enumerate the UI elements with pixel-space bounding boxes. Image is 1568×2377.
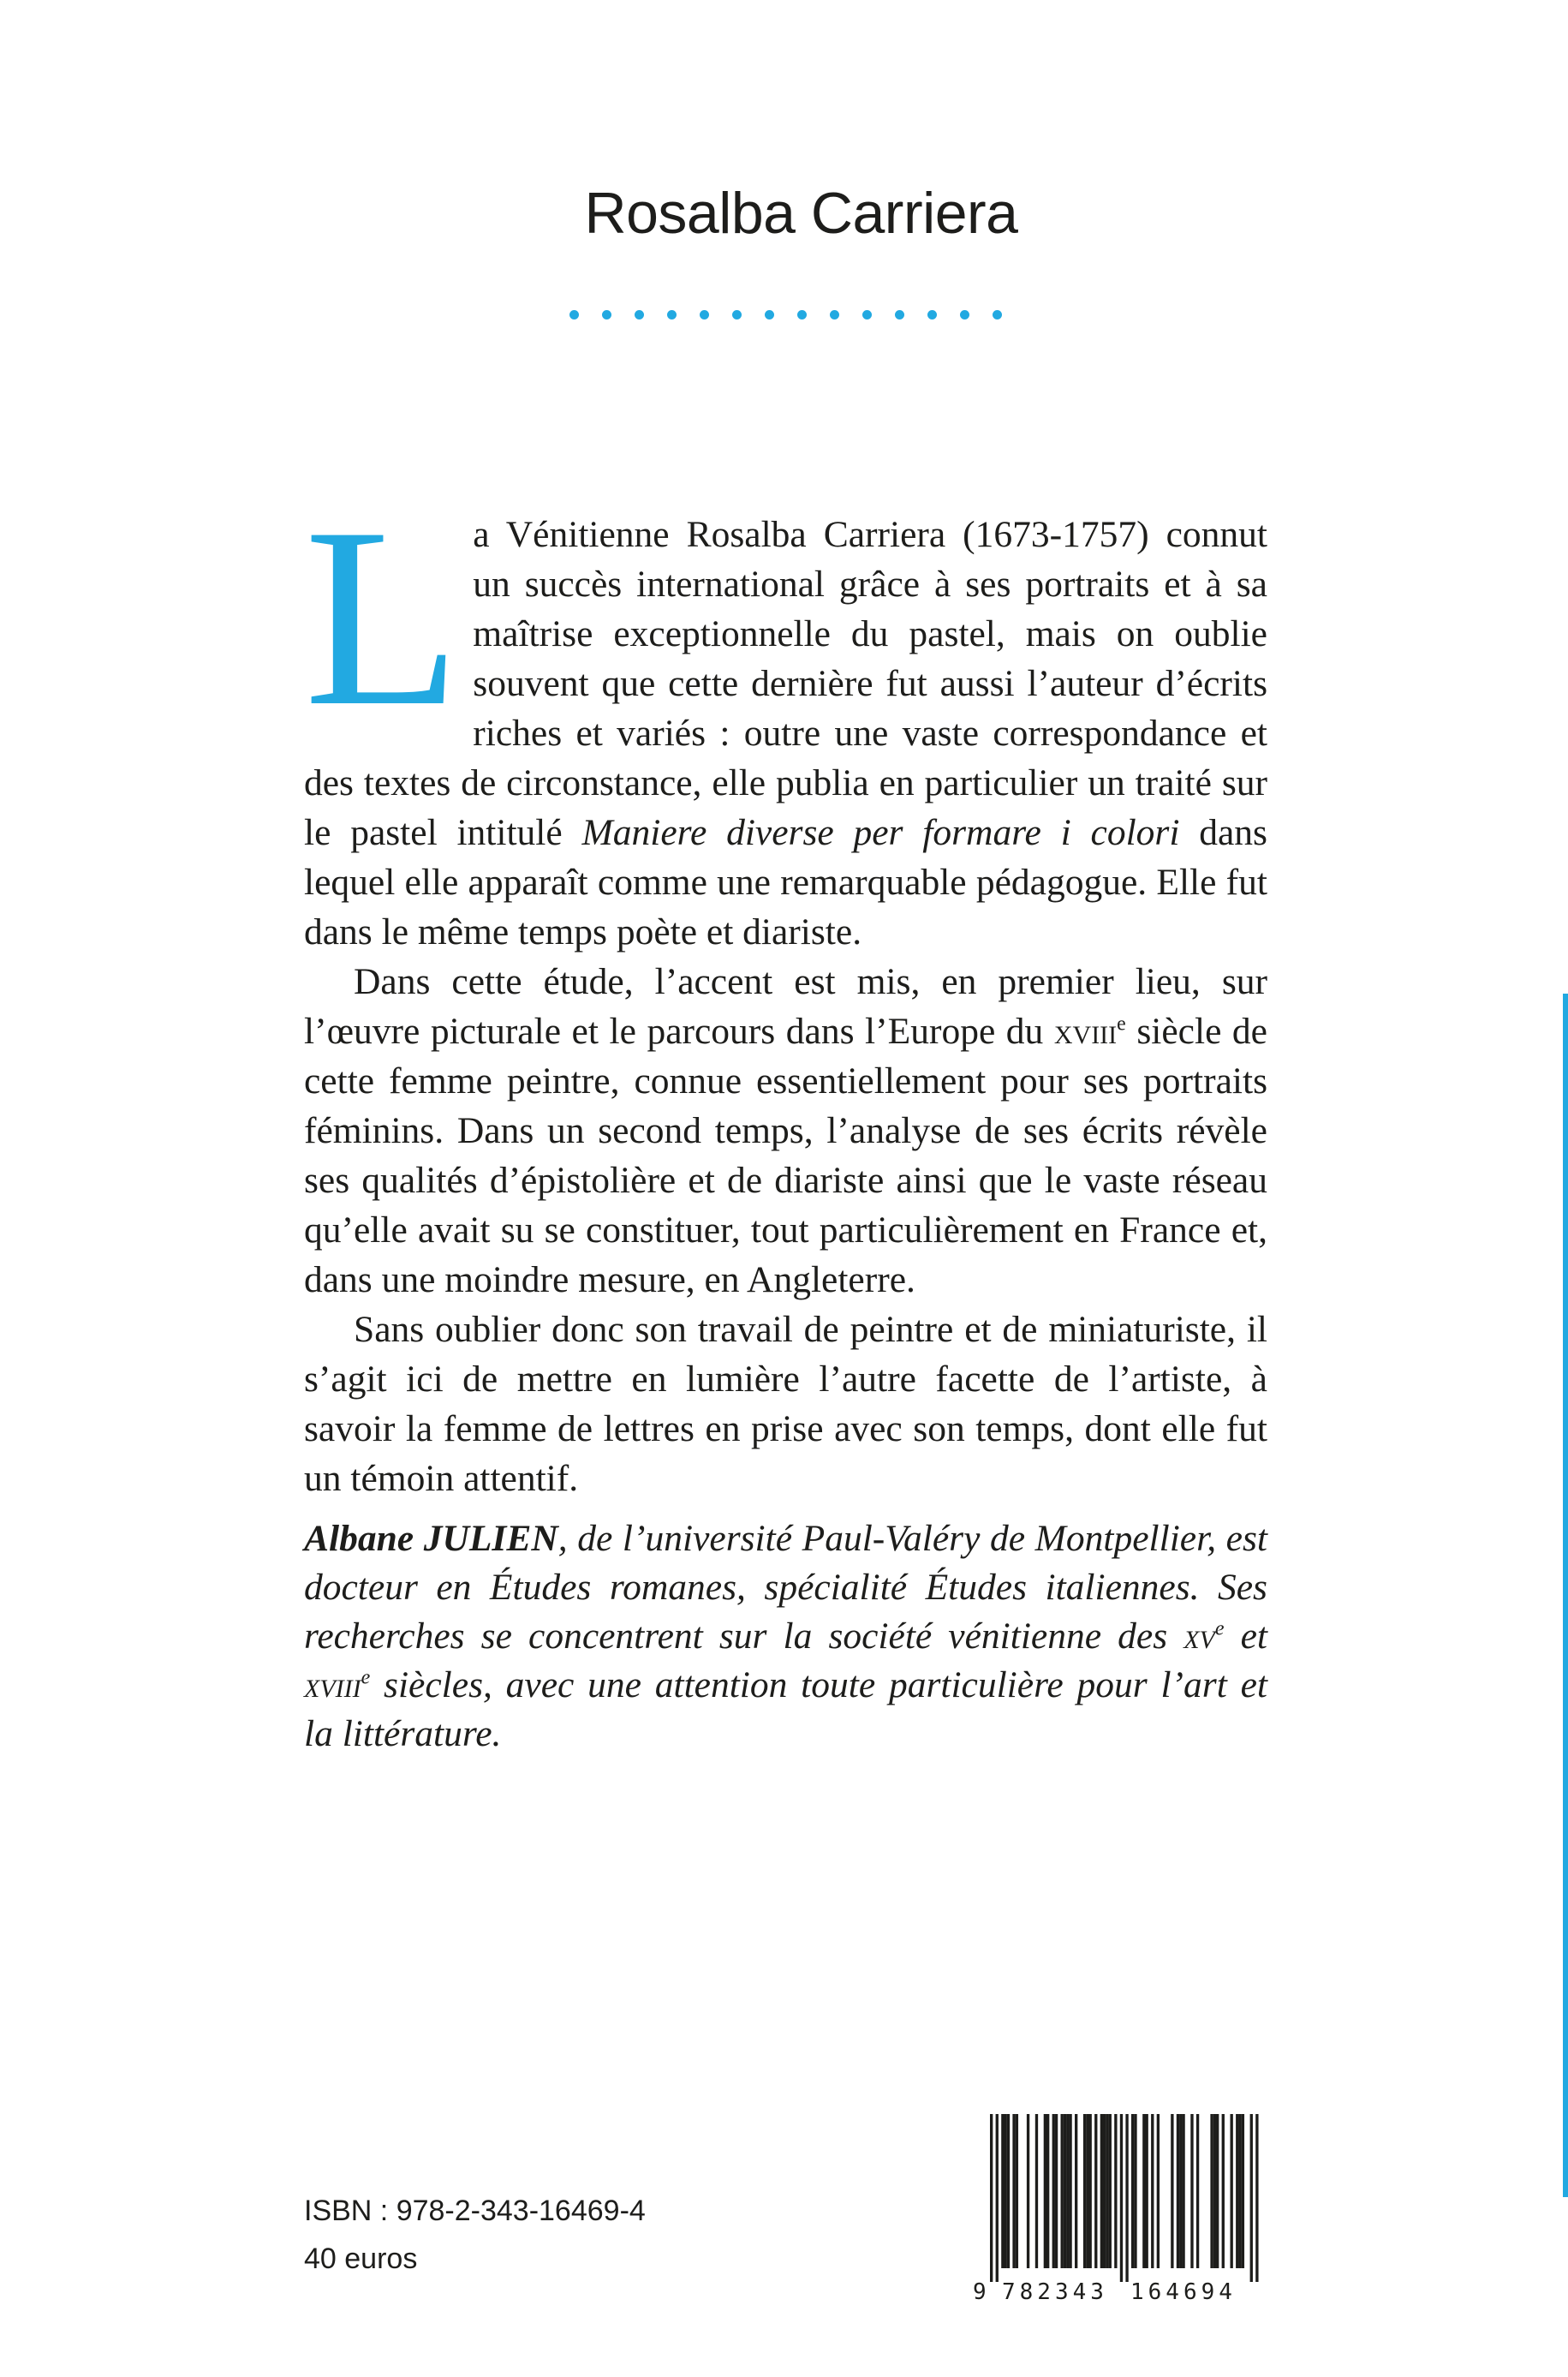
drop-cap: L	[304, 475, 462, 759]
barcode-bar	[1182, 2114, 1184, 2268]
bio-text: siècles, avec une attention toute particulière pour l’art et la littérature.	[304, 1664, 1267, 1754]
author-name: Albane JULIEN	[304, 1518, 558, 1559]
divider-dot	[862, 310, 872, 320]
barcode-bar	[1075, 2114, 1077, 2268]
barcode-bar	[1120, 2114, 1123, 2282]
divider-dot	[895, 310, 904, 320]
barcode-bar	[1146, 2114, 1148, 2268]
barcode-bar	[1094, 2114, 1097, 2268]
divider-dot	[569, 310, 579, 320]
barcode-bar	[1216, 2114, 1219, 2268]
barcode-bar	[1069, 2114, 1071, 2268]
divider-dot	[797, 310, 807, 320]
blurb-text: a Vénitienne Rosalba Carriera (1673-1757) connut un succès international grâce à ses portraits et à sa maîtrise exceptionnelle du pastel, mais on oublie souvent que cette dernière fut aussi l’auteur d’écrits riches et variés : outre une vaste correspondance et des textes de circonstance, elle publia en particulier un traité sur le pastel intitulé	[304, 514, 1267, 853]
barcode-bar	[1086, 2114, 1088, 2268]
blurb-paragraph-1	[304, 475, 1267, 957]
barcode-bar	[1106, 2114, 1108, 2268]
barcode-bar	[1255, 2114, 1258, 2282]
barcode-bar	[1109, 2114, 1112, 2268]
century-numeral: xv	[1183, 1616, 1215, 1657]
blurb-text: dans lequel elle apparaît comme une remarquable pédagogue. Elle fut dans le même temps poète et diariste.	[304, 812, 1267, 953]
bio-text: et	[1224, 1616, 1267, 1657]
barcode-bar	[996, 2114, 999, 2282]
barcode-bar	[1055, 2114, 1058, 2268]
barcode-bar	[1044, 2114, 1046, 2268]
barcode-bar	[1171, 2114, 1173, 2268]
barcode-bar	[1035, 2114, 1038, 2268]
barcode-bar	[1151, 2114, 1154, 2268]
barcode-left-digits: 782343	[1002, 2279, 1108, 2304]
divider-dot	[927, 310, 937, 320]
barcode-bar	[1007, 2114, 1010, 2268]
barcode-bar	[1142, 2114, 1145, 2268]
divider-dot	[667, 310, 677, 320]
author-bio	[304, 1514, 1267, 1759]
barcode-bar	[1001, 2114, 1004, 2268]
barcode-bar	[1100, 2114, 1103, 2268]
divider-dot	[700, 310, 709, 320]
barcode-bar	[1210, 2114, 1213, 2268]
barcode-bar	[1052, 2114, 1055, 2268]
barcode-bar	[1231, 2114, 1233, 2268]
century-superscript: e	[1214, 1617, 1225, 1640]
barcode-bar	[990, 2114, 993, 2282]
blurb	[304, 475, 1267, 1503]
barcode-bar	[1196, 2114, 1199, 2268]
divider-dot	[960, 310, 969, 320]
barcode-bar	[1125, 2114, 1128, 2282]
barcode-bar	[1016, 2114, 1018, 2268]
barcode-bar	[1177, 2114, 1179, 2268]
century-numeral: xviii	[1053, 1011, 1118, 1052]
barcode-bar	[1066, 2114, 1069, 2268]
barcode-bar	[1213, 2114, 1216, 2268]
divider-dot	[635, 310, 644, 320]
blurb-paragraph-3: Sans oublier donc son travail de peintre et de miniaturiste, il s’agit ici de mettre en lumière l’autre facette de l’artiste, à savoir la femme de lettres en prise avec son temps, dont elle fut un témoin attentif.	[304, 1309, 1267, 1499]
barcode-bar	[1190, 2114, 1193, 2268]
divider-dot	[993, 310, 1002, 320]
barcode	[968, 2107, 1269, 2304]
barcode-bar	[1222, 2114, 1225, 2268]
century-superscript: e	[1117, 1012, 1126, 1036]
barcode-bar	[1046, 2114, 1049, 2268]
divider-dot	[602, 310, 611, 320]
barcode-bar	[1250, 2114, 1253, 2282]
barcode-bar	[1005, 2114, 1007, 2268]
barcode-bar	[1114, 2114, 1117, 2268]
century-superscript: e	[361, 1666, 371, 1689]
blurb-text: Dans cette étude, l’accent est mis, en premier lieu, sur l’œuvre picturale et le parcours dans l’Europe du	[304, 961, 1267, 1052]
barcode-bar	[1083, 2114, 1086, 2268]
book-title: Rosalba Carriera	[584, 181, 1018, 246]
barcode-bar	[1103, 2114, 1106, 2268]
barcode-bar	[1061, 2114, 1064, 2268]
barcode-bar	[1236, 2114, 1238, 2268]
barcode-bar	[1157, 2114, 1160, 2268]
divider-dot	[765, 310, 774, 320]
barcode-bar	[1012, 2114, 1015, 2268]
isbn-label: ISBN : 978-2-343-16469-4	[304, 2195, 646, 2227]
edge-accent-bar	[1563, 994, 1568, 2197]
barcode-first-digit: 9	[973, 2279, 987, 2304]
barcode-bar	[1242, 2114, 1244, 2268]
divider-dot	[732, 310, 742, 320]
barcode-right-digits: 164694	[1130, 2279, 1237, 2304]
century-numeral: xviii	[304, 1664, 361, 1705]
blurb-text: siècle de cette femme peintre, connue essentiellement pour ses portraits féminins. Dans un second temps, l’analyse de ses écrits révèle ses qualités d’épistolière et de diariste ainsi que le vaste réseau qu’elle avait su se constituer, tout particulièrement en France et, dans une moindre mesure, en Angleterre.	[304, 1011, 1267, 1300]
barcode-bar	[1089, 2114, 1092, 2268]
treatise-title: Maniere diverse per formare i colori	[581, 812, 1180, 853]
barcode-bar	[1064, 2114, 1066, 2268]
divider-dot	[830, 310, 839, 320]
blurb-paragraph-2	[304, 957, 1267, 1305]
price-label: 40 euros	[304, 2243, 418, 2275]
dot-divider	[569, 308, 1002, 320]
barcode-bar	[1131, 2114, 1134, 2268]
barcode-bar	[1179, 2114, 1182, 2268]
bio-text: , de l’université Paul-Valéry de Montpellier, est docteur en Études romanes, spécialité Études italiennes. Ses recherches se concentrent sur la société vénitienne des	[304, 1518, 1267, 1657]
barcode-bar	[1134, 2114, 1136, 2268]
barcode-bar	[1238, 2114, 1241, 2268]
barcode-bar	[1027, 2114, 1029, 2268]
